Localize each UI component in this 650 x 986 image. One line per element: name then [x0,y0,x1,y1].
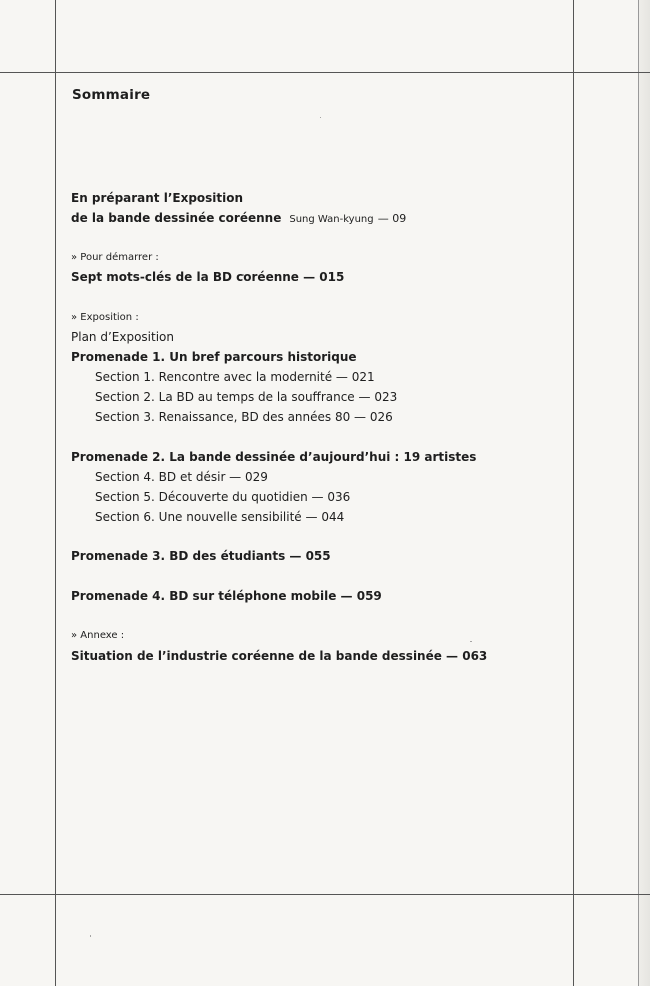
annex-entry: Situation de l’industrie coréenne de la bande dessinée — 063 [71,649,488,663]
paper-speck [90,935,91,937]
page-edge-strip [638,0,650,986]
section-6-entry: Section 6. Une nouvelle sensibilité — 044 [95,510,345,524]
section-4-entry: Section 4. BD et désir — 029 [95,470,268,484]
exposition-plan-entry: Plan d’Exposition [71,330,174,344]
paper-speck [320,117,321,118]
section-2-entry: Section 2. La BD au temps de la souffrance — 023 [95,390,398,404]
page-title: Sommaire [72,87,151,103]
section-1-entry: Section 1. Rencontre avec la modernité — 021 [95,370,375,384]
top-margin-rule [0,72,650,73]
intro-entry-line2 [71,211,406,225]
promenade-1-entry: Promenade 1. Un bref parcours historique [71,350,357,364]
section-3-entry: Section 3. Renaissance, BD des années 80 — 026 [95,410,393,424]
promenade-2-entry: Promenade 2. La bande dessinée d’aujourd’hui : 19 artistes [71,450,477,464]
intro-entry-title: de la bande dessinée coréenne [71,211,282,225]
intro-author: Sung Wan-kyung [289,214,374,225]
right-margin-rule [573,0,574,986]
paper-speck [470,641,472,642]
start-section-label: » Pour démarrer : [71,252,159,263]
annex-section-label: » Annexe : [71,630,125,641]
promenade-4-entry: Promenade 4. BD sur téléphone mobile — 059 [71,589,382,603]
start-entry: Sept mots-clés de la BD coréenne — 015 [71,270,345,284]
far-right-edge-rule [638,0,639,986]
section-5-entry: Section 5. Découverte du quotidien — 036 [95,490,351,504]
bottom-margin-rule [0,894,650,895]
intro-page-number: — 09 [377,212,407,225]
promenade-3-entry: Promenade 3. BD des étudiants — 055 [71,549,331,563]
intro-entry-line1: En préparant l’Exposition [71,191,244,205]
exposition-section-label: » Exposition : [71,312,139,323]
left-margin-rule [55,0,56,986]
